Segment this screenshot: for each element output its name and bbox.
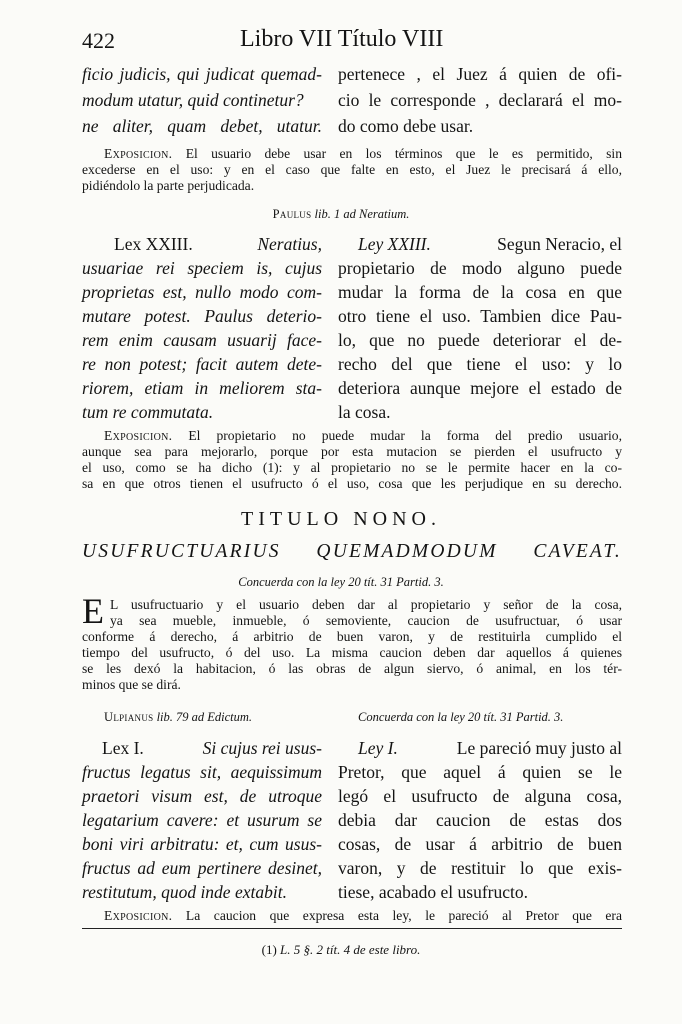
spanish-text: Segun Neracio, el bbox=[497, 234, 622, 254]
latin-line: legatarium cavere: et usurum se bbox=[82, 810, 322, 830]
latin-text: Neratius, bbox=[257, 234, 322, 254]
intro-line: minos que se dirá. bbox=[82, 677, 181, 692]
spanish-line: varon, y de restituir lo que exis- bbox=[338, 858, 622, 878]
exposicion-label: Exposicion. bbox=[104, 908, 173, 923]
exposicion-line: pidiéndolo la parte perjudicada. bbox=[82, 178, 255, 193]
latin-line: fructus ad eum pertinere desinet, bbox=[82, 858, 322, 878]
lex-label: Lex XXIII. bbox=[114, 234, 193, 254]
ley-label: Ley I. bbox=[358, 738, 398, 758]
title-subheading: USUFRUCTUARIUS QUEMADMODUM CAVEAT. bbox=[82, 541, 622, 562]
spanish-line: otro tiene el uso. Tambien dice Pau- bbox=[338, 306, 622, 326]
spanish-line: Pretor, que aquel á quien se le bbox=[338, 762, 622, 782]
latin-line bbox=[102, 738, 322, 759]
intro-line: conforme á derecho, á arbitrio de buen varon, y de restituirla cumplido el bbox=[82, 629, 622, 644]
exposicion-text: El propietario no puede mudar la forma del predio usuario, bbox=[188, 428, 622, 443]
spanish-line: cosas, de usar á arbitrio de buen bbox=[338, 834, 622, 854]
latin-line: ne aliter, quam debet, utatur. bbox=[82, 116, 322, 136]
page-number: 422 bbox=[82, 28, 115, 53]
exposicion-line bbox=[104, 908, 622, 924]
exposicion-text: El usuario debe usar en los términos que le es permitido, sin bbox=[185, 146, 622, 161]
exposicion-line: aunque sea para mejorarlo, porque por esta mutacion se pierden el usufructo y bbox=[82, 444, 622, 459]
exposicion-label: Exposicion. bbox=[104, 428, 173, 443]
latin-line: usuariae rei speciem is, cujus bbox=[82, 258, 322, 278]
latin-line: restitutum, quod inde extabit. bbox=[82, 882, 287, 902]
latin-text: Si cujus rei usus- bbox=[202, 738, 322, 758]
latin-line: proprietas est, nullo modo com- bbox=[82, 282, 322, 302]
source-ref: lib. 79 ad Edictum. bbox=[156, 710, 253, 724]
source-author: Paulus bbox=[272, 207, 312, 221]
spanish-line: cio le corresponde , declarará el mo- bbox=[338, 90, 622, 110]
latin-line: praetori visum est, de utroque bbox=[82, 786, 322, 806]
latin-line bbox=[114, 234, 322, 255]
latin-line: riorem, etiam in meliorem sta- bbox=[82, 378, 322, 398]
latin-line: mutare potest. Paulus deterio- bbox=[82, 306, 322, 326]
spanish-line: lo, que no puede deteriorar el de- bbox=[338, 330, 622, 350]
latin-line: modum utatur, quid continetur? bbox=[82, 90, 304, 110]
ley-label: Ley XXIII. bbox=[358, 234, 431, 254]
footnote-text: L. 5 §. 2 tít. 4 de este libro. bbox=[280, 942, 421, 957]
spanish-line: mudar la forma de la cosa en que bbox=[338, 282, 622, 302]
lex-label: Lex I. bbox=[102, 738, 144, 758]
title-heading: TITULO NONO. bbox=[241, 508, 441, 530]
intro-line: tiempo del usufructo, ó del uso. La misma caucion deben dar aquellos á quienes bbox=[82, 645, 622, 660]
spanish-line: la cosa. bbox=[338, 402, 391, 422]
latin-line: rem enim causam usuarij face- bbox=[82, 330, 322, 350]
source-concordance: Concuerda con la ley 20 tít. 31 Partid. 3. bbox=[358, 710, 564, 724]
exposicion-line: el uso, como se ha dicho (1): y al propietario no se le permite hacer en la co- bbox=[82, 460, 622, 475]
latin-line: fructus legatus sit, aequissimum bbox=[82, 762, 322, 782]
exposicion-line bbox=[104, 428, 622, 444]
spanish-line: debia dar caucion de estas dos bbox=[338, 810, 622, 830]
source-ref: lib. 1 ad Neratium. bbox=[314, 207, 410, 221]
exposicion-line bbox=[104, 146, 622, 162]
exposicion-text: La caucion que expresa esta ley, le pareció al Pretor que era bbox=[185, 908, 622, 923]
footnote bbox=[0, 942, 682, 958]
footnote-rule bbox=[82, 928, 622, 929]
intro-line: ya sea mueble, inmueble, ó semoviente, caucion de usufructuar, ó usar bbox=[110, 613, 622, 628]
spanish-line: propietario de modo alguno puede bbox=[338, 258, 622, 278]
latin-line: tum re commutata. bbox=[82, 402, 214, 422]
latin-line: ficio judicis, qui judicat quemad- bbox=[82, 64, 322, 84]
exposicion-label: Exposicion. bbox=[104, 146, 173, 161]
intro-line: L usufructuario y el usuario deben dar al propietario y señor de la cosa, bbox=[110, 597, 622, 612]
spanish-line: pertenece , el Juez á quien de ofi- bbox=[338, 64, 622, 84]
spanish-line: deteriora aunque mejore el estado de bbox=[338, 378, 622, 398]
footnote-marker: (1) bbox=[261, 942, 277, 957]
title-concordance: Concuerda con la ley 20 tít. 31 Partid. 3. bbox=[238, 575, 444, 589]
exposicion-line: sa en que otros tienen el usufructo ó el uso, cosa que les perjudique en su derecho. bbox=[82, 476, 622, 491]
exposicion-line: excederse en el uso: y en el caso que falte en esto, el Juez le precisará á ello, bbox=[82, 162, 622, 177]
spanish-text: Le pareció muy justo al bbox=[456, 738, 622, 758]
spanish-line bbox=[358, 738, 622, 759]
drop-cap: E bbox=[82, 591, 104, 631]
spanish-line: do como debe usar. bbox=[338, 116, 474, 136]
source-ulpianus bbox=[104, 710, 252, 725]
spanish-line: recho del que tiene el uso: y lo bbox=[338, 354, 622, 374]
source-paulus bbox=[0, 207, 682, 222]
intro-line: se les dexó la habitacion, ó las obras de algun siervo, ó animal, en los tér- bbox=[82, 661, 622, 676]
spanish-line: legó el usufructo de alguna cosa, bbox=[338, 786, 622, 806]
latin-line: re non potest; facit autem dete- bbox=[82, 354, 322, 374]
spanish-line bbox=[358, 234, 622, 255]
source-author: Ulpianus bbox=[104, 710, 154, 724]
latin-line: boni viri arbitratu: et, cum usus- bbox=[82, 834, 322, 854]
spanish-line: tiese, acabado el usufructo. bbox=[338, 882, 528, 902]
running-title: Libro VII Título VIII bbox=[240, 26, 444, 52]
